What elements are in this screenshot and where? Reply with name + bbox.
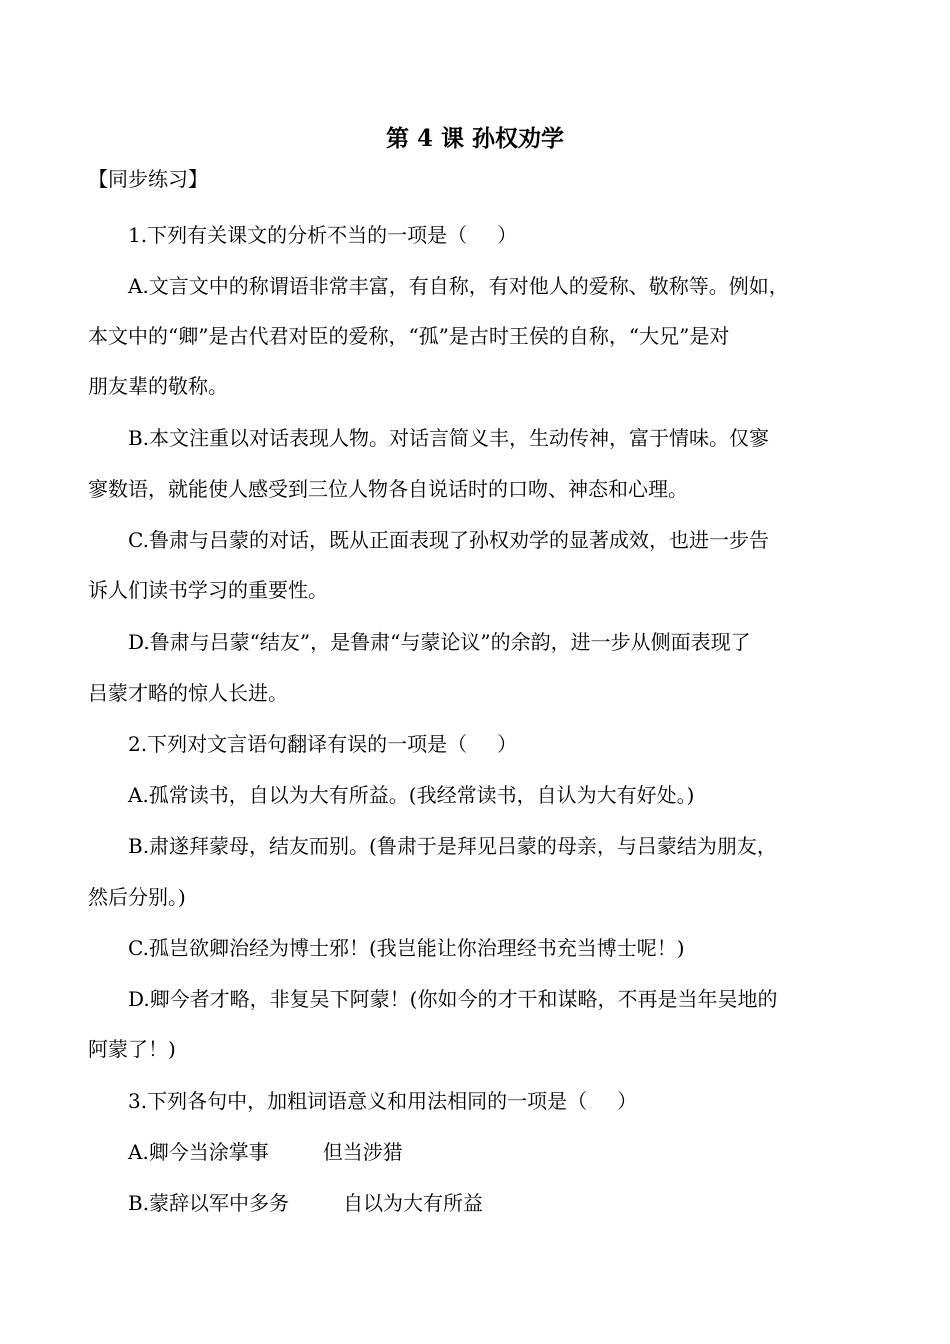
question-3-option-b-left: B.蒙辞以军中多务	[128, 1191, 290, 1215]
lesson-title: 第 4 课 孙权劝学	[385, 125, 565, 152]
question-3-stem-close: ）	[617, 1089, 638, 1113]
question-3-stem	[128, 1088, 637, 1114]
question-2-option-a: A.孤常读书，自以为大有所益。(我经常读书，自认为大有好处。)	[128, 783, 695, 807]
question-3-option-b-right: 自以为大有所益	[343, 1191, 484, 1215]
question-2-option-c: C.孤岂欲卿治经为博士邪！(我岂能让你治理经书充当博士呢！)	[128, 936, 685, 960]
question-3-option-b	[128, 1190, 483, 1216]
question-1-option-b-line-1: B.本文注重以对话表现人物。对话言简义丰，生动传神，富于情味。仅寥	[128, 426, 770, 450]
question-3-option-a-right: 但当涉猎	[322, 1140, 403, 1164]
question-2-option-b-line-1: B.肃遂拜蒙母，结友而别。(鲁肃于是拜见吕蒙的母亲，与吕蒙结为朋友，	[128, 834, 777, 858]
question-1-option-b-line-2: 寥数语，就能使人感受到三位人物各自说话时的口吻、神态和心理。	[88, 477, 688, 501]
question-1-stem-close: ）	[497, 223, 518, 247]
question-2-stem	[128, 731, 517, 757]
section-heading: 【同步练习】	[88, 167, 208, 191]
question-2-stem-close: ）	[497, 732, 518, 756]
question-1-option-c-line-1: C.鲁肃与吕蒙的对话，既从正面表现了孙权劝学的显著成效，也进一步告	[128, 528, 769, 552]
question-1-stem	[128, 222, 517, 248]
question-2-option-b-line-2: 然后分别。)	[88, 885, 186, 909]
question-3-option-a-left: A.卿今当涂掌事	[128, 1140, 269, 1164]
question-1-option-d-line-1: D.鲁肃与吕蒙“结友”，是鲁肃“与蒙论议”的余韵，进一步从侧面表现了	[128, 630, 751, 654]
question-1-option-a-line-2: 本文中的“卿”是古代君对臣的爱称，“孤”是古时王侯的自称，“大兄”是对	[88, 324, 730, 348]
question-1-option-a-line-3: 朋友辈的敬称。	[88, 374, 228, 398]
question-1-option-a-line-1: A.文言文中的称谓语非常丰富，有自称，有对他人的爱称、敬称等。例如，	[128, 274, 789, 298]
question-2-stem-text: 2.下列对文言语句翻译有误的一项是（	[128, 732, 468, 756]
question-1-option-d-line-2: 吕蒙才略的惊人长进。	[88, 681, 288, 705]
question-3-stem-text: 3.下列各句中，加粗词语意义和用法相同的一项是（	[128, 1089, 588, 1113]
question-3-option-a	[128, 1139, 403, 1165]
question-1-stem-text: 1.下列有关课文的分析不当的一项是（	[128, 223, 468, 247]
question-1-option-c-line-2: 诉人们读书学习的重要性。	[88, 578, 328, 602]
question-2-option-d-line-2: 阿蒙了！)	[88, 1037, 176, 1061]
question-2-option-d-line-1: D.卿今者才略，非复吴下阿蒙！(你如今的才干和谋略，不再是当年吴地的	[128, 987, 778, 1011]
